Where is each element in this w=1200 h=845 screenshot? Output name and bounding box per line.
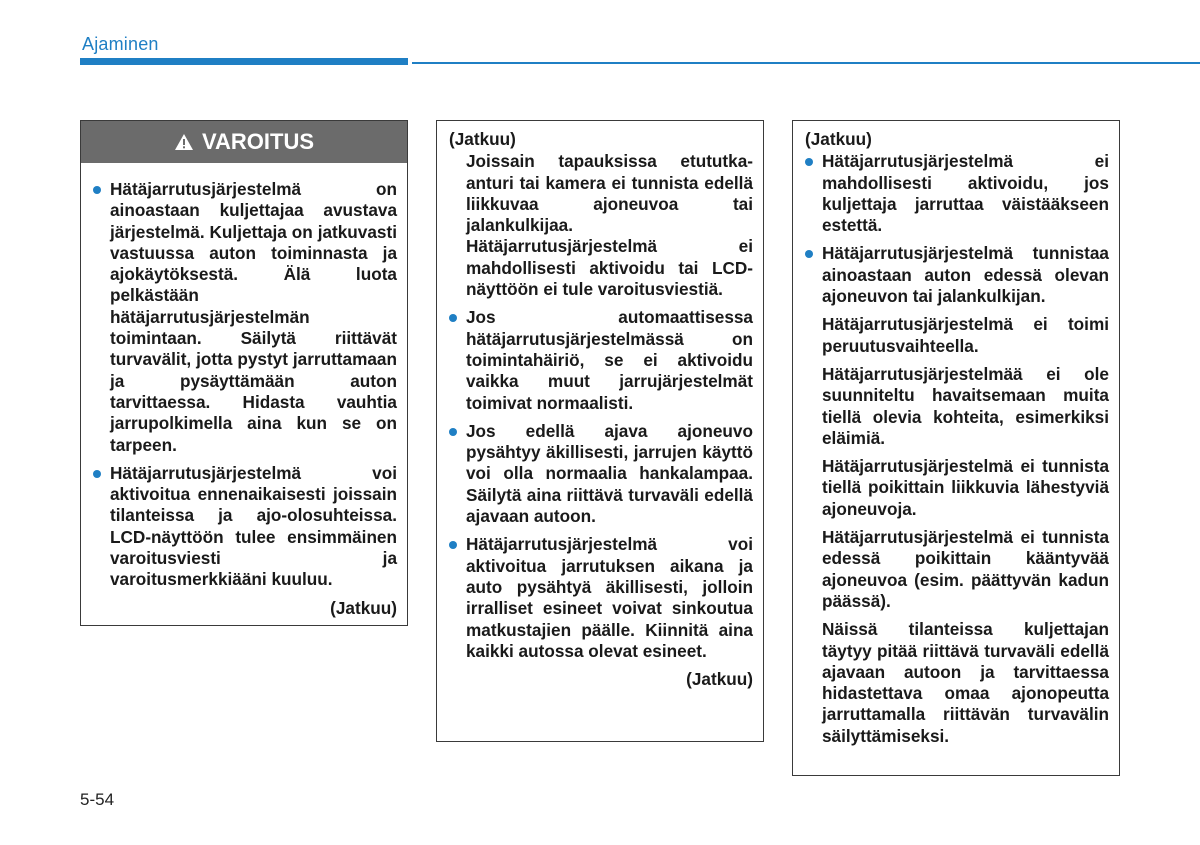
warning-box: [80, 120, 408, 626]
warning-triangle-icon: [174, 133, 194, 151]
continued-label: (Jatkuu): [686, 669, 753, 690]
list-item: [449, 421, 753, 527]
list-item: [93, 463, 397, 591]
list-item: [449, 534, 753, 662]
warning-title: VAROITUS: [201, 129, 315, 155]
list-item-text: Hätäjarrutusjärjestelmä on ainoastaan kuljettajaa avustava järjestelmä. Kuljettaja on jatkuvasti vastuussa auton toiminnasta ja ajokäytöksestä. Älä luota pelkästään hätäjarrutusjärjestelmän toimintaan. Säilytä riittävät turvavälit, jotta pystyt jarruttamaan ja pysäyttämään auton tarvittaessa. Hidasta vauhtia jarrupolkimella aina kun se on tarpeen.: [110, 179, 397, 455]
section-title: Ajaminen: [82, 34, 159, 54]
list-item: [93, 179, 397, 456]
continued-label-top: (Jatkuu): [805, 129, 872, 149]
continued-box-3: [792, 120, 1120, 776]
list-item-text: Hätäjarrutusjärjestelmä tunnistaa ainoastaan auton edessä olevan ajoneuvon tai jalankulkijan.: [822, 243, 1109, 307]
list-item-text: Hätäjarrutusjärjestelmä voi aktivoitua ennenaikaisesti joissain tilanteissa ja ajo-olosuhteissa. LCD-näyttöön tulee ensimmäinen varoitusviesti ja varoitusmerkkiääni kuuluu.: [110, 462, 397, 590]
list-item-text: Hätäjarrutusjärjestelmä ei mahdollisesti aktivoidu, jos kuljettaja jarruttaa väistääkseen estettä.: [822, 151, 1109, 236]
bullet-icon: [449, 428, 457, 436]
header-rule-thick: [80, 58, 408, 65]
warning-header: [81, 121, 407, 163]
header-rule-thin: [412, 62, 1200, 64]
paragraph: Hätäjarrutusjärjestelmä ei toimi peruutusvaihteella.: [822, 314, 1109, 356]
continued-label: (Jatkuu): [330, 597, 397, 618]
list-item-text: Jos automaattisessa hätäjarrutusjärjestelmässä on toimintahäiriö, se ei aktivoidu vaikka muut jarrujärjestelmät toimivat normaalisti.: [466, 307, 753, 413]
bullet-icon: [93, 470, 101, 478]
list-item-text: Jos edellä ajava ajoneuvo pysähtyy äkillisesti, jarrujen käyttö voi olla normaalia hankalampaa. Säilytä aina riittävä turvaväli edellä ajavaan autoon.: [466, 420, 753, 527]
bullet-icon: [805, 158, 813, 166]
page-number: 5-54: [80, 790, 115, 809]
paragraph: Hätäjarrutusjärjestelmää ei ole suunniteltu havaitsemaan muita tiellä olevia kohteita, esimerkiksi eläimiä.: [822, 363, 1109, 448]
bullet-icon: [93, 186, 101, 194]
bullet-icon: [805, 250, 813, 258]
paragraph: Hätäjarrutusjärjestelmä ei tunnista edessä poikittain kääntyvää ajoneuvoa (esim. päättyvän kadun päässä).: [822, 527, 1109, 611]
list-item: [449, 307, 753, 413]
continued-label-top: (Jatkuu): [449, 129, 516, 149]
list-item: [805, 243, 1109, 307]
paragraph: Näissä tilanteissa kuljettajan täytyy pitää riittävä turvaväli edellä ajavaan autoon ja tarvittaessa hidastettava omaa ajonopeutta jarruttamalla riittävän turvavälin säilyttämiseksi.: [822, 619, 1109, 746]
paragraph: Joissain tapauksissa etututka-anturi tai kamera ei tunnista edellä liikkuvaa ajoneuvoa tai jalankulkijaa. Hätäjarrutusjärjestelmä ei mahdollisesti aktivoidu tai LCD-näyttöön ei tule varoitusviestiä.: [466, 151, 753, 300]
continued-box-2: [436, 120, 764, 742]
bullet-icon: [449, 541, 457, 549]
paragraph: Hätäjarrutusjärjestelmä ei tunnista tiellä poikittain liikkuvia lähestyviä ajoneuvoja.: [822, 456, 1109, 519]
list-item: [805, 151, 1109, 236]
bullet-icon: [449, 314, 457, 322]
list-item-text: Hätäjarrutusjärjestelmä voi aktivoitua jarrutuksen aikana ja auto pysähtyä äkillisesti, jolloin irralliset esineet voivat sinkoutua matkustajien päälle. Kiinnitä aina kaikki autossa olevat esineet.: [466, 534, 753, 661]
